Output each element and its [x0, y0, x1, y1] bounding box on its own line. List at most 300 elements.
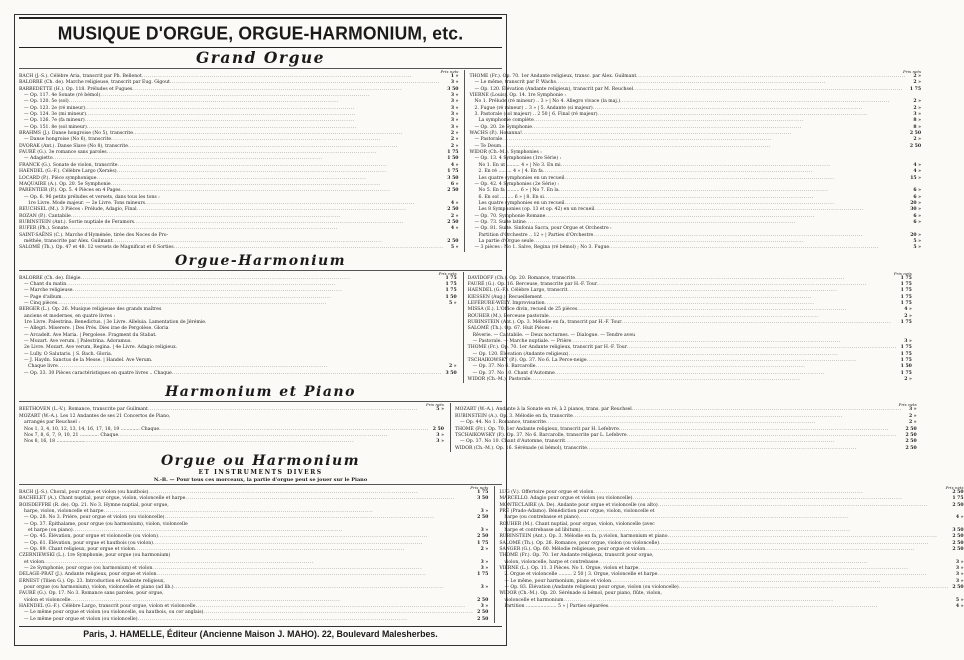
- entry-price: 2 50: [952, 489, 964, 495]
- entry-title: HAENDEL (G.-F.). Célèbre Largo, transcrit: [467, 288, 568, 294]
- entry-price: 6 »: [450, 181, 459, 187]
- price-header: Prix nets: [440, 69, 459, 74]
- entry-title: THOME (Fr.). Op. 70. 1er Andante religieux, transcrit par H. Lefebvre: [454, 426, 619, 432]
- entry-title: Nos 1, 3, 4, 10, 12, 13, 14, 16, 17, 18, 19 ............. Chaque: [24, 426, 160, 432]
- entry-title: — Op. 89. Chant religieux, pour orgue et violon: [24, 546, 135, 552]
- entry-price: 3 »: [480, 527, 489, 533]
- entry-title: — Op. 28. No 3. Prière, pour orgue et violon (ou violoncelle): [24, 515, 165, 521]
- catalog-entry: [19, 617, 488, 623]
- entry-price: 3 »: [480, 559, 489, 565]
- entry-title: 1re Livre. Palestrina. Benedictus. | 3e Livre. Alleluia. Lamentation de Jérémie.: [24, 320, 207, 326]
- entry-title: DAVIDOFF (Ch.). Op. 20. Romance, transcrite: [467, 275, 576, 281]
- entry-title: Partition d'Orchestre .. 12 » | Parties d'Orchestre: [478, 232, 594, 238]
- leader-dots: [174, 245, 444, 251]
- entry-title: RUBINSTEIN (A.). Op. 3. Mélodie en fa, transcrite: [454, 413, 573, 419]
- entry-title: violoncelle et harmonium: [504, 597, 564, 603]
- entry-price: 3 »: [450, 99, 459, 105]
- entry-price: 4 »: [904, 307, 912, 313]
- entry-price: 1 75: [477, 540, 489, 546]
- entry-price: 2 »: [909, 420, 917, 426]
- entry-price: 1 50: [445, 294, 457, 300]
- section-subtitle: ET INSTRUMENTS DIVERS: [198, 468, 323, 476]
- entry-title: Partition ..................... 5 » | Parties séparées: [504, 604, 609, 610]
- entry-title: violon, violoncelle, harpe et contrebasse: [504, 559, 599, 565]
- entry-title: Nos 8, 16, 18 ...................: [24, 439, 85, 445]
- entry-title: DELAGE-PRAT (J.). Andante religieux, pour orgue et violon: [19, 572, 157, 578]
- entry-title: — Op. 37. No 10. Chant d'Automne, transcrit: [459, 439, 566, 445]
- price-header: Prix nets: [898, 402, 917, 408]
- entry-title: — Lully. O Salutaris. | S. Bach. Gloria.: [24, 351, 113, 357]
- entry-price: 1 50: [447, 156, 459, 162]
- entry-title: WIDOR (Ch.-M.). Op. 20. Sérénade si bémol, pour piano, flûte, violon,: [499, 591, 662, 597]
- entry-price: 5 »: [449, 301, 457, 306]
- entry-title: BALORRE (Ch. de). Élégie: [19, 275, 81, 281]
- entry-title: Les quatre symphonies en un recueil: [478, 200, 565, 206]
- catalog-page: [14, 14, 964, 646]
- entry-title: SALOMÉ (Th.). Op. 26. Romance, pour orgue, violon (ou violoncelle): [499, 540, 660, 546]
- entry-title: — Le même, pour harmonium, piano et violon: [504, 578, 612, 584]
- entry-price: 1 75: [900, 301, 912, 306]
- entry-title: — Op. 61. Élévation, pour orgue et hautbois (ou violon): [24, 540, 153, 546]
- entry-price: 1 75: [900, 358, 912, 364]
- entry-title: MARCELLO. Adagio pour orgue et violon (ou violoncelle): [499, 496, 633, 502]
- entry-price: 2 50: [477, 616, 489, 622]
- entry-title: 2e Livre. Mozart. Ave verum, Regina. | 4e Livre. Adagio religieux.: [24, 345, 178, 351]
- entry-price: 2 50: [909, 131, 922, 137]
- entry-price: 3 »: [955, 559, 964, 565]
- entry-title: FAURÉ (G.). Op. 16. Berceuse, transcrite par H.-F. Tour: [467, 281, 598, 287]
- entry-title: WACHS (P.). Hosanna!: [469, 131, 522, 137]
- entry-title: MOZART (W.-A.). Andante à la Sonate en ré, à 2 pianos, trans. par Reuchsel: [454, 407, 632, 413]
- entry-title: BACH (J.-S.). Célèbre Aria, transcrit par Ph. Bellenot: [19, 74, 142, 79]
- entry-price: 30 »: [910, 207, 922, 213]
- entry-price: 2 »: [913, 74, 922, 79]
- entry-price: 2 50: [447, 207, 459, 213]
- entry-price: 1 75: [900, 275, 912, 281]
- column-right: [464, 70, 921, 252]
- entry-price: 3 »: [450, 112, 459, 118]
- column-left: [19, 70, 458, 252]
- section-title: Orgue ou Harmonium: [160, 452, 361, 469]
- entry-title: — Danse hongroise (No 6), transcrite: [24, 137, 112, 143]
- entry-title: — Op. 70. Symphonie Romane: [474, 213, 546, 219]
- leader-dots: [608, 604, 948, 610]
- entry-price: 2 »: [450, 143, 459, 149]
- entry-price: 6 »: [913, 213, 922, 219]
- entry-price: 2 »: [450, 131, 459, 137]
- entry-title: et violon: [24, 559, 45, 565]
- entry-title: 2. Fugue (ré mineur) .. 3 » | 5. Andante (si majeur): [474, 105, 593, 111]
- entry-title: MISSA (E.). L'Office divin, recueil de 25 pièces: [467, 307, 578, 313]
- section-title: Grand Orgue: [195, 48, 326, 67]
- entry-price: 2 »: [904, 313, 912, 319]
- entry-price: 4 »: [450, 162, 459, 168]
- entry-price: 5 »: [913, 238, 922, 244]
- entry-price: 1 75: [900, 294, 912, 300]
- leader-dots: [587, 446, 902, 452]
- leader-dots: [121, 188, 444, 194]
- entry-price: 3 »: [904, 339, 912, 345]
- entry-price: 20 »: [910, 232, 922, 238]
- entry-title: BALORRE (Ch. de). Marche religieuse, transcrit par Eug. Gigout: [19, 80, 170, 86]
- entry-price: 3 »: [480, 566, 489, 571]
- leader-dots: [621, 320, 896, 326]
- entry-title: — Arcadelt. Ave Maria. | Pergolese. Fragment du Stabat.: [24, 332, 157, 338]
- entry-title: harpe et contrebasse ad libitum): [504, 527, 581, 533]
- entry-title: — Op. 120. 5e (sol): [24, 99, 69, 105]
- entry-title: — Op. 120. Élévation (Andante religieux): [472, 351, 569, 357]
- entry-title: — Op. 117. 4e Sonate (ré bémol): [24, 93, 101, 99]
- entry-title: Les 8 Symphonies (op. 13 et op. 42) en un recueil: [478, 207, 595, 213]
- entry-title: FRANCK (G.). Sonate de violon, transcrite: [19, 162, 118, 168]
- entry-title: La symphonie complète: [478, 118, 534, 124]
- entry-title: PRÉ (Prado-Adamo). Bénédiction pour orgue, violon, violoncelle et: [499, 508, 655, 514]
- entry-price: 2 50: [952, 540, 964, 546]
- entry-title: CZERNIEWSKI (L.). 1re Symphonie, pour orgue (ou harmonium): [19, 553, 171, 559]
- entry-title: violon et violoncelle: [24, 597, 71, 603]
- leader-dots: [148, 407, 429, 413]
- entry-price: 8 »: [913, 124, 922, 130]
- entry-title: HAENDEL (G.-F.). Célèbre Largo (Xerxès): [19, 169, 117, 175]
- entry-price: 1 75: [477, 572, 489, 578]
- entry-title: méthée, transcrite par Alex. Guilmant: [24, 238, 113, 244]
- entry-price: 2 50: [477, 534, 489, 540]
- entry-price: 2 50: [952, 502, 964, 508]
- entry-price: 2 50: [477, 515, 489, 521]
- entry-title: harpe, violon, violoncelle et harpe: [24, 508, 104, 514]
- entry-price: 1 75: [477, 489, 489, 495]
- section-columns: [19, 401, 917, 451]
- entry-price: 1 75: [900, 351, 912, 357]
- entry-title: SAINT-SAËNS (C.). Marche d'Hyménée, tirée des Noces de Pro-: [19, 232, 169, 238]
- entry-title: — Op. 33. 30 Pièces caractéristiques en quatre livres .. Chaque: [24, 370, 172, 376]
- entry-title: WIDOR (Ch.-M.). Symphonies :: [469, 150, 542, 156]
- entry-price: 2 50: [447, 188, 459, 194]
- entry-title: BEETHOVEN (L.-V.). Romance, transcrite par Guilmant: [19, 407, 148, 413]
- entry-title: — Op. 45. Élévation, pour orgue et violoncelle (ou violon): [24, 534, 158, 540]
- entry-title: — Op. 42. 4 Symphonies (2e Série) :: [474, 181, 559, 187]
- column-right: [494, 486, 963, 623]
- entry-price: 2 »: [913, 137, 922, 143]
- page-title: MUSIQUE D'ORGUE, ORGUE-HARMONIUM, etc.: [57, 22, 464, 44]
- entry-title: VIERNE (Louis). Op. 14. 1re Symphonie :: [469, 93, 566, 99]
- entry-price: 3 50: [445, 370, 457, 376]
- entry-price: 3 50: [952, 527, 964, 533]
- entry-price: 2 50: [447, 238, 459, 244]
- entry-price: 5 »: [450, 245, 459, 251]
- entry-title: — Op. 120. Élévation (Andante religieux), transcrit par M. Reuchsel: [474, 86, 634, 92]
- entry-price: 4 »: [955, 604, 964, 610]
- entry-price: 2 50: [905, 439, 917, 445]
- entry-title: DVORAK (Ant.). Danse Slave (No 8), transcrite: [19, 143, 128, 149]
- entry-price: 1 75: [445, 275, 457, 281]
- entry-price: 6 »: [913, 219, 922, 225]
- entry-price: 4 »: [955, 515, 964, 521]
- entry-title: THOME (Fr.). Op. 70. 1er Andante religieux, transcrit par H.-F. Tour: [467, 345, 627, 351]
- entry-price: 2 »: [450, 137, 459, 143]
- entry-title: anciens et modernes, en quatre livres :: [24, 313, 116, 319]
- entry-title: — Pastorale. — Marche nuptiale. — Prière: [472, 339, 572, 345]
- catalog-entry: [19, 371, 457, 377]
- entry-title: LOCARD (P.). Pièce symphonique: [19, 175, 97, 181]
- leader-dots: [84, 439, 429, 445]
- entry-price: 1 75: [909, 86, 922, 92]
- entry-title: — Chant du matin: [24, 281, 67, 287]
- entry-title: — Op. 20. 2e Symphonie: [474, 124, 532, 130]
- leader-dots: [565, 176, 907, 182]
- price-header: Prix nets: [945, 484, 964, 490]
- price-header: Prix nets: [893, 270, 912, 276]
- entry-title: — Op. 151. 8e (sol mineur): [24, 124, 87, 130]
- section-title: Orgue-Harmonium: [174, 252, 347, 269]
- entry-price: 6 »: [913, 188, 922, 194]
- section-grand-orgue: [19, 48, 922, 252]
- entry-title: LEFÉBURE-WÉLY. Improvisation: [467, 301, 545, 306]
- entry-price: 1 75: [900, 345, 912, 351]
- entry-price: 3 »: [480, 604, 489, 610]
- entry-title: — Pastorale: [474, 137, 503, 143]
- entry-title: BACH (J.-S.). Choral, pour orgue et violon (ou hautbois): [19, 489, 149, 495]
- entry-title: THOME (Fr.). Op. 70. 1er Andante religieux, transc. par Alex. Guilmant: [469, 74, 637, 79]
- entry-price: 3 50: [447, 175, 459, 181]
- entry-title: Les quatre symphonies en un recueil: [478, 175, 565, 181]
- entry-title: FAURÉ (G.). Op. 17. No 3. Romance sans paroles, pour orgue,: [19, 591, 164, 597]
- entry-price: 4 »: [913, 169, 922, 175]
- column-left: [19, 272, 457, 384]
- entry-title: 1re Livre. Mode majeur. — 2e Livre. Tons mineurs: [28, 200, 146, 206]
- entry-price: 3 »: [480, 508, 489, 514]
- leader-dots: [138, 617, 474, 623]
- entry-price: 5 »: [955, 597, 964, 603]
- entry-title: La partie d'Orgue seule: [478, 238, 534, 244]
- column-left: [19, 403, 444, 451]
- entry-title: WIDOR (Ch.-M.). Pastorale: [467, 377, 531, 383]
- entry-title: FAURÉ (G.). 3e romance sans paroles: [19, 150, 107, 156]
- entry-price: 1 75: [900, 288, 912, 294]
- entry-price: 3 »: [450, 105, 459, 111]
- entry-price: 2 »: [449, 364, 457, 370]
- entry-title: harpe (ou contrebasse et piano): [504, 515, 579, 521]
- entry-title: ROUHER (M.). Chant nuptial, pour orgue, violon, violoncelle (avec: [499, 521, 655, 527]
- entry-title: RUBINSTEIN (Ant.). Op. 3. Mélodie en fa, transcrit par H.-F. Tour: [467, 320, 622, 326]
- entry-title: — Mozart. Ave verum. | Palestrina. Adoramus.: [24, 339, 132, 345]
- entry-title: — Op. 81. Suite. Sinfonia Sacra, pour Orgue et Orchestre :: [474, 226, 612, 232]
- entry-title: RUBINSTEIN (Ant.). Op. 3. Mélodie en fa, p.violon, harmonium et piano: [499, 534, 668, 540]
- entry-title: — Op. 13. 4 Symphonies (1re Série) :: [474, 156, 562, 162]
- entry-price: 2 50: [905, 426, 917, 432]
- entry-title: — Op. 124. 3e (mi mineur): [24, 112, 86, 118]
- entry-title: — Op. 123. 2e (ré mineur): [24, 105, 86, 111]
- entry-title: — Op. 44. No 1. Romance, transcrite: [459, 420, 546, 426]
- leader-dots: [164, 515, 473, 521]
- entry-price: 4 »: [450, 226, 459, 232]
- column-right: [450, 403, 917, 451]
- entry-title: KIESSEN (Aug.). Recueillement: [467, 294, 542, 300]
- entry-title: No 1. Prélude (ré mineur) .. 3 » | No 4. Allegro vivace (la maj.): [474, 99, 621, 105]
- entry-title: — J. Haydn. Sanctus de la Messe. | Handel. Ave Verum.: [24, 358, 153, 364]
- entry-price: 2 »: [480, 546, 489, 552]
- entry-title: ROZAN (P.). Cantabile: [19, 213, 71, 219]
- entry-title: ROUHER (M.). Berceuse pastorale: [467, 313, 549, 319]
- entry-title: pour orgue (ou harmonium), violon, violoncelle et piano (ad lib.): [24, 585, 174, 591]
- entry-price: 3 »: [480, 585, 489, 591]
- entry-title: BOISDEFFRE (R. de). Op. 21. No 3. Hymne nuptial, pour orgue,: [19, 502, 169, 508]
- entry-price: 3 »: [955, 572, 964, 578]
- entry-price: 6 »: [913, 194, 922, 200]
- entry-title: No 5. En fa ......... 6 » | No 7. En la: [478, 188, 559, 194]
- entry-title: ERNEST (Tilien G.). Op. 23. Introduction et Andante religieux,: [19, 578, 165, 584]
- entry-price: 1 »: [450, 74, 459, 79]
- leader-dots: [501, 144, 906, 150]
- entry-title: BRAHMS (J.). Danse hongroise (No 5), transcrite: [19, 131, 133, 137]
- entry-price: 2 50: [952, 534, 964, 540]
- entry-title: et harpe (ou piano): [28, 527, 73, 533]
- entry-title: SALOMÉ (Th.). Op. 47 et 48. 12 versets de Magnificat et 6 Sorties: [19, 245, 174, 251]
- section-note: N.-B. — Pour tous ces morceaux, la partie d'orgue peut se jouer sur le Piano: [153, 476, 368, 483]
- entry-price: 1 75: [952, 496, 964, 502]
- entry-title: — 3 pièces : No 1. Salve, Regina (ré bémol) ; No 3. Fugue: [474, 245, 610, 251]
- price-header: Prix nets: [425, 402, 444, 408]
- entry-price: 2 50: [477, 610, 489, 616]
- leader-dots: [658, 503, 949, 509]
- entry-title: — Le même pour orgue et violon (ou violoncelle, ou hautbois, ou cor anglais): [24, 610, 204, 616]
- entry-title: BACHELET (A.). Chant nuptial, pour orgue, violon, violoncelle et harpe: [19, 496, 186, 502]
- leader-dots: [185, 496, 473, 502]
- entry-price: 5 »: [436, 407, 444, 413]
- price-header: Prix nets: [438, 270, 457, 276]
- section-orgue-harmonium-inst: [19, 452, 964, 623]
- entry-price: 1 75: [445, 281, 457, 287]
- entry-title: — Marche religieuse: [24, 288, 73, 294]
- entry-price: 2 »: [913, 80, 922, 86]
- catalog-entry: [469, 245, 921, 251]
- entry-price: 1 75: [447, 150, 459, 156]
- price-header: Prix nets: [470, 484, 489, 490]
- entry-title: WIDOR (Ch.-M.). Op. 16. Sérénade (si bémol), transcrite: [454, 445, 587, 451]
- entry-price: 1 75: [447, 169, 459, 175]
- entry-title: 6. En sol ......... 6 » | 8. En si: [478, 194, 544, 200]
- entry-price: 4 »: [450, 200, 459, 206]
- entry-price: 2 50: [909, 143, 922, 149]
- entry-title: — Op. 73. Suite latine: [474, 219, 526, 225]
- entry-title: SANGER (G.). Op. 60. Mélodie religieuse, pour orgue et violon: [499, 546, 646, 552]
- entry-price: 2 »: [450, 213, 459, 219]
- entry-title: — Allegri. Miserere. | Des Prés. Dies irae de Pergolèse. Gloria: [24, 326, 169, 332]
- catalog-entry: [468, 377, 912, 383]
- catalog-entry: [19, 245, 458, 251]
- entry-title: — Adagietto: [24, 156, 53, 162]
- publisher-footer: Paris, J. HAMELLE, Éditeur (Ancienne Maison J. MAHO). 22, Boulevard Malesherbes.: [19, 626, 502, 641]
- entry-title: RUBINSTEIN (Ant.). Sortie nuptiale de Feramors: [19, 219, 135, 225]
- entry-title: REUCHSEL (M.). 3 Pièces : Prélude, Adagio, Final: [19, 207, 137, 213]
- section-harmonium-piano: [19, 384, 917, 451]
- entry-title: — 2e Symphonie, pour orgue (ou harmonium) et violon: [24, 566, 153, 571]
- entry-title: 3. Pastorale (sol majeur) .. 2 50 | 6. Final (ré majeur): [474, 112, 598, 118]
- entry-price: 5 »: [913, 245, 922, 251]
- entry-price: 2 50: [905, 432, 917, 438]
- section-columns: [19, 484, 964, 623]
- entry-price: 3 »: [450, 124, 459, 130]
- entry-title: PARENTIER (P.). Op. 5. 4 Pièces en 4 Pages: [19, 188, 121, 194]
- entry-title: — Op. 6. 96 petits préludes et versets, dans tous les tons :: [24, 194, 160, 200]
- leader-dots: [530, 377, 896, 383]
- entry-title: — Le même, transcrit par P. Wachs: [474, 80, 556, 86]
- entry-price: 2 50: [477, 597, 489, 603]
- section-columns: [19, 270, 912, 384]
- entry-price: 3 »: [909, 407, 917, 413]
- leader-dots: [156, 572, 473, 578]
- entry-title: MONTECLAIRE (A. De). Andante pour orgue et violoncelle (ou alto): [499, 502, 658, 508]
- entry-title: BARBEDETTE (H.). Op. 118. Préludes et Fugues: [19, 86, 133, 92]
- leader-dots: [679, 585, 949, 591]
- entry-title: — Cinq pièces: [24, 301, 58, 306]
- catalog-entry: [455, 446, 917, 452]
- section-orgue-harmonium: [19, 252, 912, 384]
- leader-dots: [633, 87, 906, 93]
- entry-price: 1 75: [900, 320, 912, 326]
- entry-price: 15 »: [910, 175, 922, 181]
- entry-price: 2 50: [447, 219, 459, 225]
- entry-title: LUG (V.). Offertoire pour orgue et violon: [499, 489, 594, 495]
- catalog-entry: [499, 604, 963, 610]
- section-title: Harmonium et Piano: [165, 384, 356, 401]
- entry-price: 2 50: [952, 585, 964, 591]
- entry-price: 20 »: [910, 200, 922, 206]
- entry-price: 3 »: [436, 432, 444, 438]
- entry-price: 3 50: [447, 86, 459, 92]
- leader-dots: [172, 371, 442, 377]
- entry-title: — Op. 37. No 10. Chant d'Automne: [472, 370, 555, 376]
- entry-title: RUFER (Ph.). Sonate: [19, 226, 68, 232]
- entry-price: 3 »: [450, 80, 459, 86]
- entry-price: 2 »: [913, 99, 922, 105]
- leader-dots: [174, 585, 474, 591]
- entry-title: — Te Deum: [474, 143, 502, 149]
- price-header: Prix nets: [903, 69, 922, 74]
- entry-title: SALOMÉ (Th.). Op. 67. Huit Pièces :: [467, 326, 553, 332]
- entry-title: No 1. En ut ......... 4 » | No 3. En mi: [478, 162, 561, 168]
- leader-dots: [135, 547, 474, 553]
- entry-price: 2 50: [432, 426, 444, 432]
- column-right: [463, 272, 912, 384]
- entry-title: 2. Orgue et violoncelle ......... 2 50 | 3. Orgue, violoncelle et harpe: [504, 572, 658, 578]
- entry-price: 1 75: [900, 370, 912, 376]
- entry-title: TSCHAIKOWSKY (P.). Op. 37. No 6. La Perce-neige: [467, 358, 587, 364]
- entry-title: — Op. 126. 7e (fa mineur): [24, 118, 85, 124]
- entry-title: — Op. 37. Épithalame, pour orgue (ou harmonium), violon, violoncelle: [24, 521, 188, 527]
- entry-title: HAENDEL (G.-F.). Célèbre Largo, transcrit pour orgue, violon et violoncelle: [19, 604, 196, 610]
- column-left: [19, 486, 488, 623]
- entry-price: 3 50: [477, 496, 489, 502]
- catalog-entry: [19, 439, 444, 445]
- entry-title: MAQUAIRE (A.). Op. 20. 5e Symphonie: [19, 181, 111, 187]
- entry-price: 3 »: [450, 118, 459, 124]
- entry-title: Chaque livre: [28, 364, 58, 370]
- entry-title: MOZART (W.-A.). Les 12 Andantes de ses 21 Concertos de Piano,: [19, 413, 171, 419]
- entry-title: — Le même pour orgue et violon (ou violoncelle): [24, 616, 138, 622]
- entry-price: 8 »: [913, 118, 922, 124]
- entry-price: 3 »: [955, 578, 964, 584]
- entry-title: Nos 7, 8, 6, 7, 9, 10, 21 ............. Chaque: [24, 432, 119, 438]
- leader-dots: [645, 547, 948, 553]
- entry-price: 3 »: [450, 93, 459, 99]
- entry-price: 3 »: [436, 439, 444, 445]
- entry-price: 3 »: [955, 566, 964, 571]
- entry-title: — Op. 37. No 6. Barcarolle: [472, 364, 536, 370]
- entry-title: BERGER (L.). Op. 26. Musique religieuse des grands maîtres: [19, 307, 162, 313]
- catalog-sections: [19, 48, 964, 623]
- section-columns: [19, 68, 922, 252]
